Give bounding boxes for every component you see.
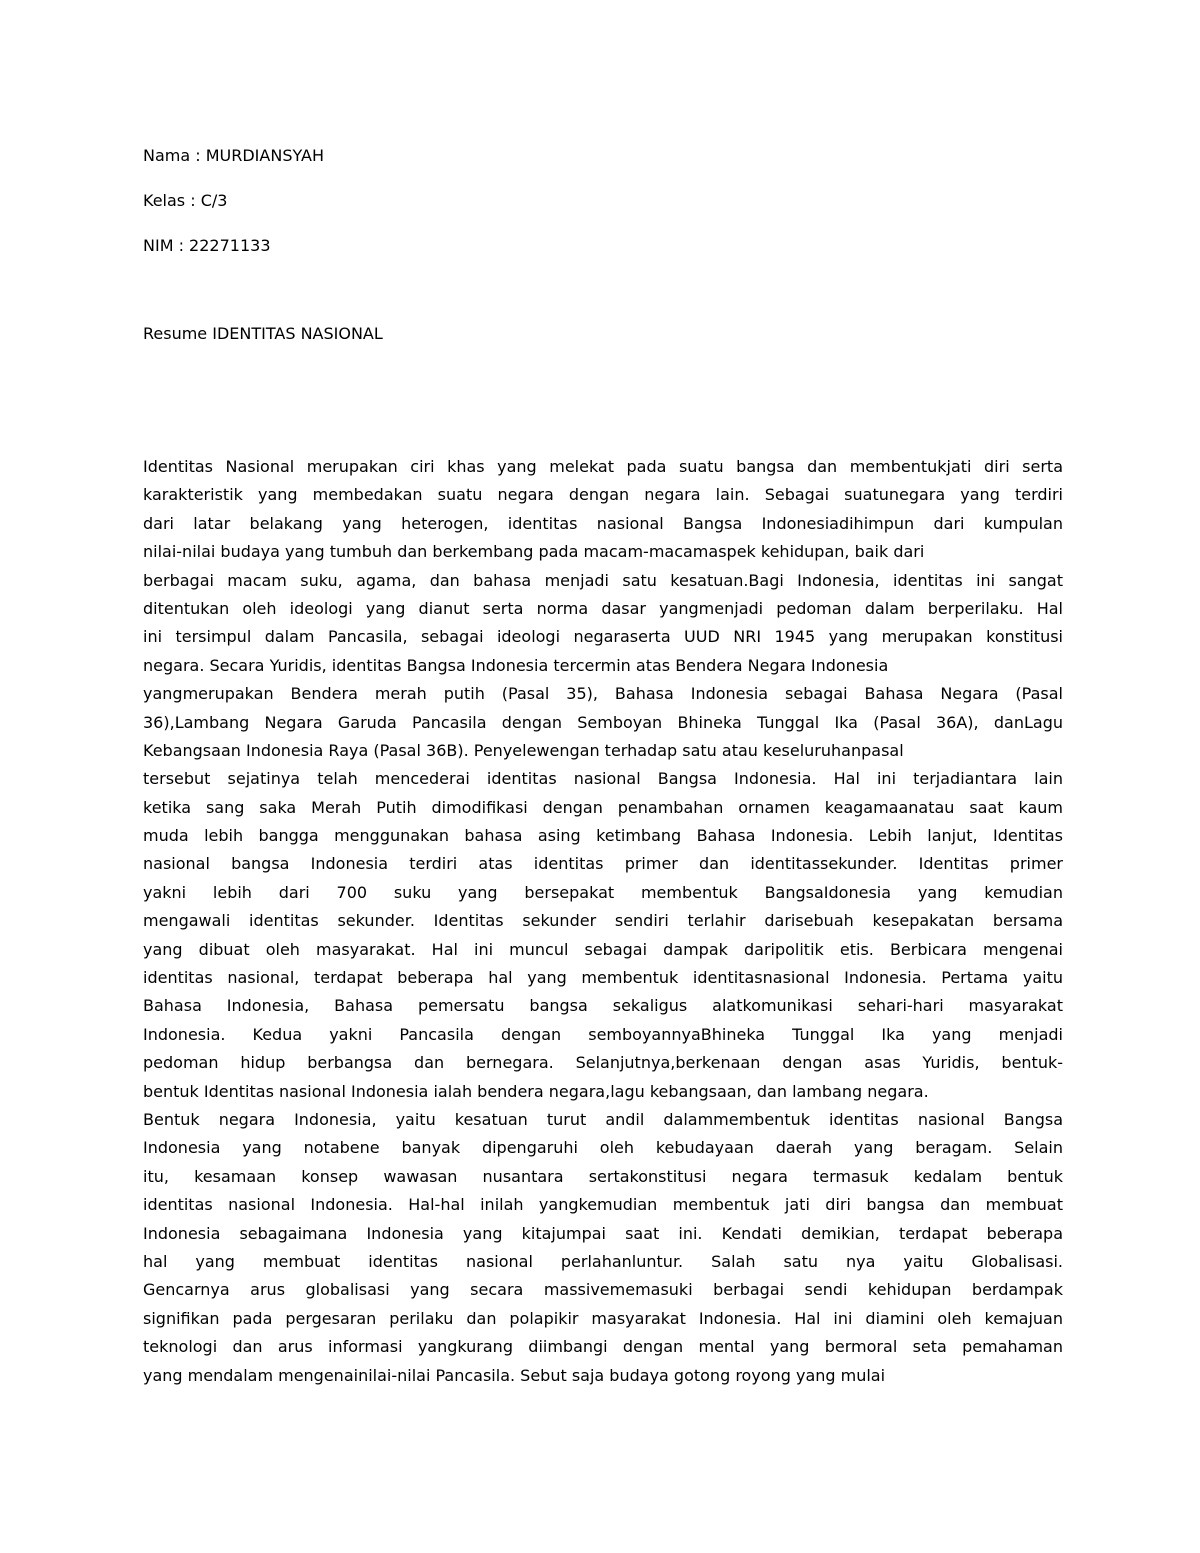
text-line: dari latar belakang yang heterogen, identitas nasional Bangsa Indonesiadihimpun dari kumpulan	[143, 513, 1063, 533]
text-line: Indonesia yang notabene banyak dipengaruhi oleh kebudayaan daerah yang beragam. Selain	[143, 1138, 1063, 1158]
text-line: Gencarnya arus globalisasi yang secara massivememasuki berbagai sendi kehidupan berdampak	[143, 1280, 1063, 1300]
text-line: ketika sang saka Merah Putih dimodifikasi dengan penambahan ornamen keagamaanatau saat kaum	[143, 797, 1063, 817]
body-paragraph	[143, 453, 1063, 1390]
text-line: yakni lebih dari 700 suku yang bersepakat membentuk BangsaIdonesia yang kemudian	[143, 882, 1063, 902]
text-line: Indonesia sebagaimana Indonesia yang kitajumpai saat ini. Kendati demikian, terdapat beberapa	[143, 1223, 1063, 1243]
text-line: nasional bangsa Indonesia terdiri atas identitas primer dan identitassekunder. Identitas primer	[143, 854, 1063, 874]
text-line: teknologi dan arus informasi yangkurang diimbangi dengan mental yang bermoral seta pemahaman	[143, 1337, 1063, 1357]
text-line: muda lebih bangga menggunakan bahasa asing ketimbang Bahasa Indonesia. Lebih lanjut, Identitas	[143, 826, 1063, 846]
text-line: Kebangsaan Indonesia Raya (Pasal 36B). Penyelewengan terhadap satu atau keseluruhanpasal	[143, 740, 904, 760]
student-name: Nama : MURDIANSYAH	[143, 146, 324, 165]
student-class: Kelas : C/3	[143, 191, 228, 210]
text-line: ini tersimpul dalam Pancasila, sebagai ideologi negaraserta UUD NRI 1945 yang merupakan konstitusi	[143, 627, 1063, 647]
text-line: karakteristik yang membedakan suatu negara dengan negara lain. Sebagai suatunegara yang terdiri	[143, 485, 1063, 505]
text-line: bentuk Identitas nasional Indonesia ialah bendera negara,lagu kebangsaan, dan lambang negara.	[143, 1081, 929, 1101]
text-line: identitas nasional, terdapat beberapa hal yang membentuk identitasnasional Indonesia. Pertama yaitu	[143, 968, 1063, 988]
text-line: pedoman hidup berbangsa dan bernegara. Selanjutnya,berkenaan dengan asas Yuridis, bentuk-	[143, 1053, 1063, 1073]
text-line: Indonesia. Kedua yakni Pancasila dengan semboyannyaBhineka Tunggal Ika yang menjadi	[143, 1024, 1063, 1044]
text-line: ditentukan oleh ideologi yang dianut serta norma dasar yangmenjadi pedoman dalam berperilaku. Hal	[143, 598, 1063, 618]
text-line: Identitas Nasional merupakan ciri khas yang melekat pada suatu bangsa dan membentukjati diri serta	[143, 457, 1063, 476]
text-line: nilai-nilai budaya yang tumbuh dan berkembang pada macam-macamaspek kehidupan, baik dari	[143, 542, 925, 562]
text-line: 36),Lambang Negara Garuda Pancasila dengan Semboyan Bhineka Tunggal Ika (Pasal 36A), danLagu	[143, 712, 1063, 732]
text-line: yangmerupakan Bendera merah putih (Pasal 35), Bahasa Indonesia sebagai Bahasa Negara (Pasal	[143, 684, 1063, 704]
text-line: Bentuk negara Indonesia, yaitu kesatuan turut andil dalammembentuk identitas nasional Bangsa	[143, 1109, 1063, 1129]
text-line: identitas nasional Indonesia. Hal-hal inilah yangkemudian membentuk jati diri bangsa dan membuat	[143, 1195, 1063, 1215]
text-line: signifikan pada pergesaran perilaku dan polapikir masyarakat Indonesia. Hal ini diamini oleh kemajuan	[143, 1308, 1063, 1328]
text-line: Bahasa Indonesia, Bahasa pemersatu bangsa sekaligus alatkomunikasi sehari-hari masyarakat	[143, 996, 1063, 1016]
text-line: mengawali identitas sekunder. Identitas sekunder sendiri terlahir darisebuah kesepakatan bersama	[143, 911, 1063, 931]
document-page	[143, 0, 1063, 1553]
text-line: negara. Secara Yuridis, identitas Bangsa Indonesia tercermin atas Bendera Negara Indonesia	[143, 655, 889, 675]
student-nim: NIM : 22271133	[143, 236, 271, 255]
text-line: tersebut sejatinya telah mencederai identitas nasional Bangsa Indonesia. Hal ini terjadiantara lain	[143, 769, 1063, 789]
document-title: Resume IDENTITAS NASIONAL	[143, 324, 383, 343]
text-line: yang dibuat oleh masyarakat. Hal ini muncul sebagai dampak daripolitik etis. Berbicara mengenai	[143, 939, 1063, 959]
text-line: yang mendalam mengenainilai-nilai Pancasila. Sebut saja budaya gotong royong yang mulai	[143, 1365, 886, 1385]
text-line: hal yang membuat identitas nasional perlahanluntur. Salah satu nya yaitu Globalisasi.	[143, 1251, 1063, 1271]
text-line: itu, kesamaan konsep wawasan nusantara sertakonstitusi negara termasuk kedalam bentuk	[143, 1166, 1063, 1186]
text-line: berbagai macam suku, agama, dan bahasa menjadi satu kesatuan.Bagi Indonesia, identitas ini sangat	[143, 570, 1063, 590]
